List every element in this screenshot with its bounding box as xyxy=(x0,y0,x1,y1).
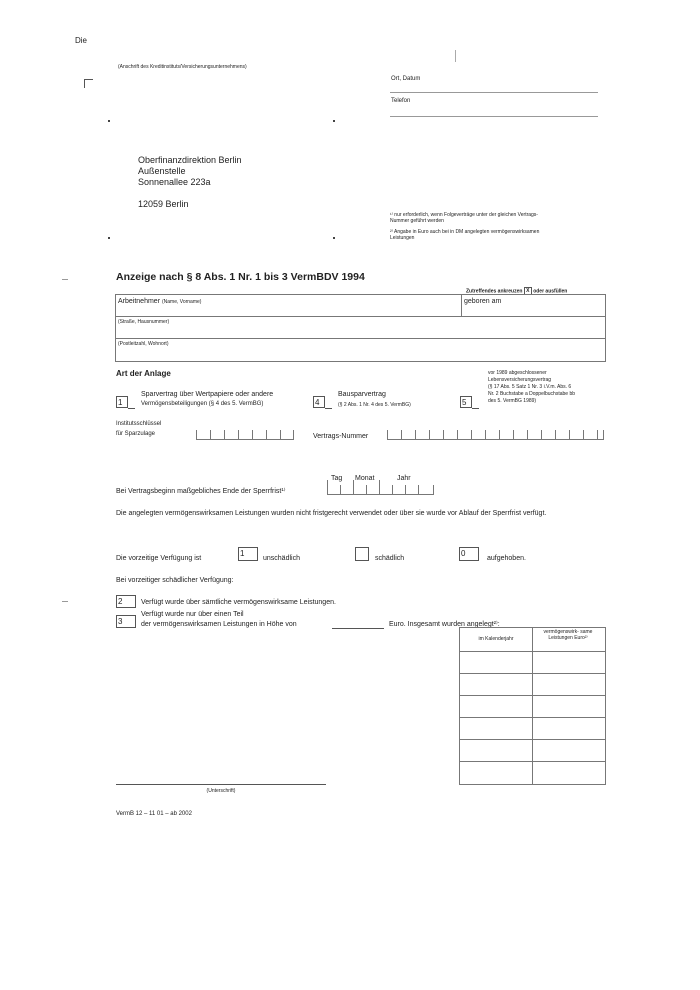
form-code: VermB 12 – 11 01 – ab 2002 xyxy=(116,811,192,817)
unschaedlich-checkbox[interactable] xyxy=(238,547,258,561)
divider xyxy=(472,408,479,409)
table-cell-betrag[interactable] xyxy=(533,762,604,783)
recipient-line: Oberfinanzdirektion Berlin xyxy=(138,155,242,165)
recipient-line: Sonnenallee 223a xyxy=(138,177,211,187)
option-1-line1: Sparvertrag über Wertpapiere oder andere xyxy=(141,391,274,398)
telefon-label: Telefon xyxy=(391,98,411,104)
jahr-label: Jahr xyxy=(397,475,411,482)
sperrfrist-date-input[interactable] xyxy=(327,485,434,495)
ort-datum-field[interactable] xyxy=(390,92,598,93)
signature-line[interactable] xyxy=(116,784,326,785)
footnote-1: ¹⁾ nur erforderlich, wenn Folgeverträge unter der gleichen Vertrags-Nummer geführt werden xyxy=(390,212,538,224)
monat-label: Monat xyxy=(355,475,375,482)
sperrfrist-label: Bei Vertragsbeginn maßgebliches Ende der Sperrfrist¹⁾ xyxy=(116,488,286,495)
divider xyxy=(325,408,332,409)
option-5-line5: des 5. VermBG 1989) xyxy=(488,398,537,404)
option-5-line2: Lebensversicherungsvertrag xyxy=(488,377,552,383)
schaedlich-checkbox[interactable] xyxy=(355,547,369,561)
euro-text: Euro. Insgesamt wurden angelegt²⁾: xyxy=(389,621,500,628)
table-cell-betrag[interactable] xyxy=(533,696,604,717)
table-col-kalenderjahr: im Kalenderjahr xyxy=(478,636,514,642)
option-number: 5 xyxy=(462,398,467,407)
arbeitnehmer-label: Arbeitnehmer xyxy=(118,298,161,305)
option-5-checkbox[interactable] xyxy=(460,396,472,408)
tag-label: Tag xyxy=(331,475,343,482)
window-mark xyxy=(108,120,110,122)
sender-caption: (Anschrift des Kreditinstituts/Versicherungsunternehmens) xyxy=(118,64,247,70)
divider xyxy=(115,338,605,339)
signature-caption: (Unterschrift) xyxy=(206,788,236,794)
opt2-checkbox[interactable] xyxy=(116,595,136,608)
telefon-field[interactable] xyxy=(390,116,598,117)
table-cell-jahr[interactable] xyxy=(460,652,532,673)
institut-label-1: Institutsschlüssel xyxy=(116,421,162,427)
option-5-line3: (§ 17 Abs. 5 Satz 1 Nr. 3 i.V.m. Abs. 6 xyxy=(488,384,572,390)
vertrag-label: Vertrags-Nummer xyxy=(313,433,369,440)
arbeitnehmer-hint: (Name, Vorname) xyxy=(161,299,202,305)
option-number: 1 xyxy=(240,549,245,558)
arbeitnehmer-field[interactable] xyxy=(118,297,201,306)
art-der-anlage-heading: Art der Anlage xyxy=(116,369,171,378)
divider xyxy=(128,408,135,409)
recipient-line: Außenstelle xyxy=(138,166,186,176)
opt3-checkbox[interactable] xyxy=(116,615,136,628)
option-number: 4 xyxy=(315,398,320,407)
option-1-line2: Vermögensbeteiligungen (§ 4 des 5. VermBG) xyxy=(141,401,264,407)
aufgehoben-label: aufgehoben. xyxy=(487,555,526,562)
geboren-am-field[interactable] xyxy=(464,297,501,306)
divider xyxy=(115,316,605,317)
recipient-line: 12059 Berlin xyxy=(138,199,189,209)
form-title: Anzeige nach § 8 Abs. 1 Nr. 1 bis 3 VermBDV 1994 xyxy=(116,271,365,283)
option-number: 3 xyxy=(118,617,123,626)
verfuegung-label: Die vorzeitige Verfügung ist xyxy=(116,555,202,562)
margin-mark xyxy=(62,601,68,602)
strasse-field[interactable] xyxy=(118,319,169,325)
window-mark xyxy=(333,120,335,122)
option-4-line1: Bausparvertrag xyxy=(338,391,386,398)
window-mark xyxy=(108,237,110,239)
table-cell-betrag[interactable] xyxy=(533,652,604,673)
option-4-line2: (§ 2 Abs. 1 Nr. 4 des 5. VermBG) xyxy=(338,402,411,408)
schaedlich-label: schädlich xyxy=(375,555,405,562)
table-cell-jahr[interactable] xyxy=(460,674,532,695)
table-cell-jahr[interactable] xyxy=(460,718,532,739)
instruction-suffix: oder ausfüllen xyxy=(533,288,568,295)
table-cell-jahr[interactable] xyxy=(460,696,532,717)
window-mark xyxy=(333,237,335,239)
table-col-leistungen: vermögenswirk- same Leistungen Euro²⁾ xyxy=(543,629,593,641)
option-4-checkbox[interactable] xyxy=(313,396,325,408)
ort-field[interactable] xyxy=(118,341,168,347)
geboren-am-label: geboren am xyxy=(464,298,502,305)
teil-betrag-input[interactable] xyxy=(332,628,384,629)
option-number: 2 xyxy=(118,597,123,606)
option-5-line1: vor 1989 abgeschlossener xyxy=(488,370,547,376)
opt3-line1: Verfügt wurde nur über einen Teil xyxy=(141,611,244,618)
divider xyxy=(461,294,462,316)
vertrag-nummer-input[interactable] xyxy=(387,430,604,440)
fold-mark xyxy=(455,50,456,62)
top-label: Die xyxy=(75,36,88,45)
option-number: 1 xyxy=(118,398,123,407)
ort-datum-label: Ort, Datum xyxy=(391,76,421,82)
option-5-line4: Nr. 2 Buchstabe a Doppelbuchstabe bb xyxy=(488,391,576,397)
ort-label: (Postleitzahl, Wohnort) xyxy=(118,341,169,347)
opt3-line2: der vermögenswirksamen Leistungen in Höhe von xyxy=(141,621,297,628)
option-1-checkbox[interactable] xyxy=(116,396,128,408)
table-cell-betrag[interactable] xyxy=(533,740,604,761)
instruction-mark: X xyxy=(524,287,532,295)
opt2-label: Verfügt wurde über sämtliche vermögenswirksame Leistungen. xyxy=(141,599,336,606)
address-corner-mark xyxy=(84,79,93,88)
unschaedlich-label: unschädlich xyxy=(263,555,300,562)
table-cell-jahr[interactable] xyxy=(460,762,532,783)
statement-text: Die angelegten vermögenswirksamen Leistungen wurden nicht fristgerecht verwendet oder über sie wurde vor Ablauf der Sperrfrist verfügt. xyxy=(116,510,547,517)
option-number: 0 xyxy=(461,549,466,558)
instruction-prefix: Zutreffendes ankreuzen xyxy=(466,288,523,295)
institut-input[interactable] xyxy=(196,430,294,440)
aufgehoben-checkbox[interactable] xyxy=(459,547,479,561)
strasse-label: (Straße, Hausnummer) xyxy=(118,319,170,325)
table-cell-jahr[interactable] xyxy=(460,740,532,761)
institut-label-2: für Sparzulage xyxy=(116,431,156,437)
table-cell-betrag[interactable] xyxy=(533,718,604,739)
footnote-2: ²⁾ Angabe in Euro auch bei in DM angelegten vermögenswirksamen Leistungen xyxy=(390,229,540,241)
table-cell-betrag[interactable] xyxy=(533,674,604,695)
schaedlich-section-label: Bei vorzeitiger schädlicher Verfügung: xyxy=(116,577,234,584)
margin-mark xyxy=(62,279,68,280)
